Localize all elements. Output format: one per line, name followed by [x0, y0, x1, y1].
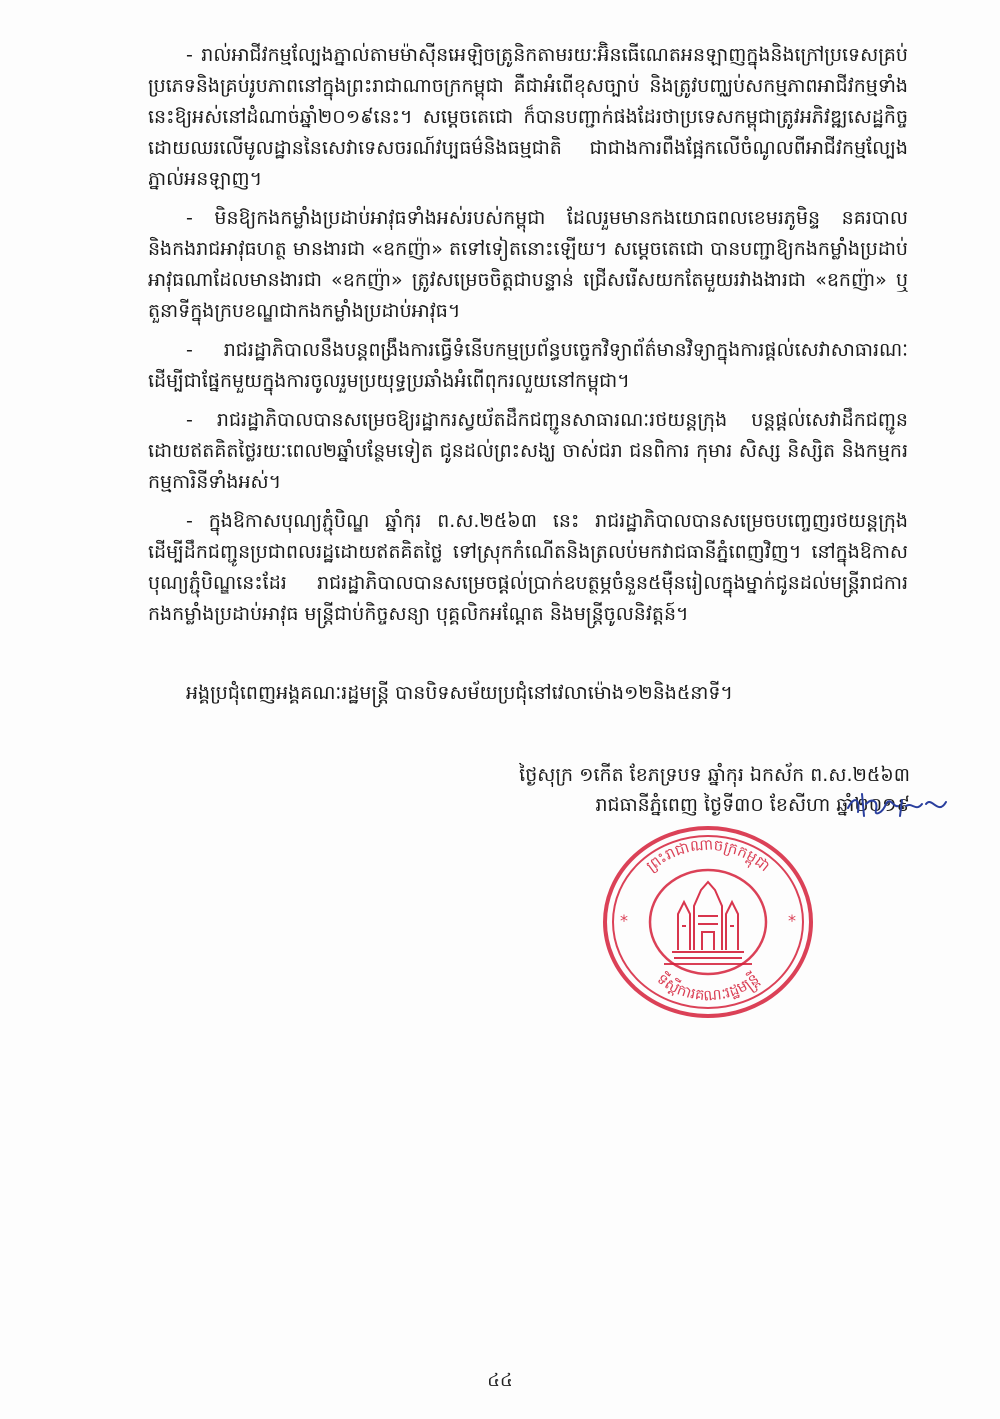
solar-date-place: រាជធានីភ្នំពេញ ថ្ងៃទី៣០ ខែសីហា ឆ្នាំ២០១៩: [595, 794, 910, 816]
paragraph-oknha-title: - មិនឱ្យកងកម្លាំងប្រដាប់អាវុធទាំងអស់របស់កម្ពុជា ដែលរួមមានកងយោធពលខេមរភូមិន្ទ នគរបាល និងកងរាជអាវុធហត្ថ មានងារជា «ឧកញ៉ា» តទៅទៀតនោះឡើយ។ សម្ដេចតេជោ បានបញ្ជាឱ្យកងកម្លាំងប្រដាប់អាវុធណាដែលមានងារជា «ឧកញ៉ា» ត្រូវសម្រេចចិត្តជាបន្ទាន់ ជ្រើសរើសយកតែមួយរវាងងារជា «ឧកញ៉ា» ឬតួនាទីក្នុងក្របខណ្ឌជាកងកម្លាំងប្រដាប់អាវុធ។: [148, 207, 908, 322]
paragraph-it-modernization: - រាជរដ្ឋាភិបាលនឹងបន្តពង្រឹងការធ្វើទំនើបកម្មប្រព័ន្ធបច្ចេកវិទ្យាព័ត៌មានវិទ្យាក្នុងការផ្តល់សេវាសាធារណៈ ដើម្បីជាផ្នែកមួយក្នុងការចូលរួមប្រយុទ្ធប្រឆាំងអំពើពុករលួយនៅកម្ពុជា។: [148, 339, 908, 392]
official-seal: [600, 822, 816, 1022]
page-number: ៤៤: [487, 1370, 513, 1391]
paragraph-online-gambling: - រាល់អាជីវកម្មល្បែងភ្នាល់តាមម៉ាស៊ីនអេឡិចត្រូនិកតាមរយៈអ៊ិនធើណេតអនឡាញក្នុងនិងក្រៅប្រទេសគ្រប់ប្រភេទនិងគ្រប់រូបភាពនៅក្នុងព្រះរាជាណាចក្រកម្ពុជា គឺជាអំពើខុសច្បាប់ និងត្រូវបញ្ឈប់សកម្មភាពអាជីវកម្មទាំងនេះឱ្យអស់នៅដំណាច់ឆ្នាំ២០១៩នេះ។ សម្ដេចតេជោ ក៏បានបញ្ជាក់ផងដែរថាប្រទេសកម្ពុជាត្រូវអភិវឌ្ឍសេដ្ឋកិច្ចដោយឈរលើមូលដ្ឋាននៃសេវាទេសចរណ៍វប្បធម៌និងធម្មជាតិ ជាជាងការពឹងផ្អែកលើចំណូលពីអាជីវកម្មល្បែងភ្នាល់អនឡាញ។: [148, 44, 908, 190]
svg-text:ទីស្ដីការគណៈរដ្ឋមន្ត្រី: ទីស្ដីការគណៈរដ្ឋមន្ត្រី: [653, 969, 763, 1005]
svg-text:*: *: [788, 911, 796, 930]
lunar-date: ថ្ងៃសុក្រ ១កើត ខែភទ្របទ ឆ្នាំកុរ ឯកស័ក ព.ស.២៥៦៣: [519, 764, 910, 786]
svg-text:*: *: [620, 911, 628, 930]
body-text: [148, 40, 908, 638]
closing-statement: អង្គប្រជុំពេញអង្គគណៈរដ្ឋមន្ត្រី បានបិទសម័យប្រជុំនៅវេលាម៉ោង១២និង៥នាទី។: [186, 682, 733, 704]
svg-text:ព្រះរាជាណាចក្រកម្ពុជា: ព្រះរាជាណាចក្រកម្ពុជា: [642, 835, 774, 876]
paragraph-pchum-ben: - ក្នុងឱកាសបុណ្យភ្ជុំបិណ្ឌ ឆ្នាំកុរ ព.ស.២៥៦៣ នេះ រាជរដ្ឋាភិបាលបានសម្រេចបញ្ចេញរថយន្តក្រុង ដើម្បីដឹកជញ្ជូនប្រជាពលរដ្ឋដោយឥតគិតថ្លៃ ទៅស្រុកកំណើតនិងត្រលប់មកវាជធានីភ្នំពេញវិញ។ នៅក្នុងឱកាសបុណ្យភ្ជុំបិណ្ឌនេះដែរ រាជរដ្ឋាភិបាលបានសម្រេចផ្តល់ប្រាក់ឧបត្ថម្ភចំនួន៥ម៉ឺនរៀលក្នុងម្នាក់ជូនដល់មន្ត្រីរាជការ កងកម្លាំងប្រដាប់អាវុធ មន្ត្រីជាប់កិច្ចសន្យា បុគ្គលិកអណ្តែត និងមន្ត្រីចូលនិវត្តន៍។: [148, 510, 908, 625]
handwritten-signature: [842, 786, 952, 830]
paragraph-free-bus-service: - រាជរដ្ឋាភិបាលបានសម្រេចឱ្យរដ្ឋាករស្វយ័តដឹកជញ្ជូនសាធារណៈរថយន្តក្រុង បន្តផ្តល់សេវាដឹកជញ្ជូនដោយឥតគិតថ្លៃរយៈពេល២ឆ្នាំបន្ថែមទៀត ជូនដល់ព្រះសង្ឃ ចាស់ជរា ជនពិការ កុមារ សិស្ស និស្សិត និងកម្មករ កម្មការិនីទាំងអស់។: [148, 409, 908, 493]
